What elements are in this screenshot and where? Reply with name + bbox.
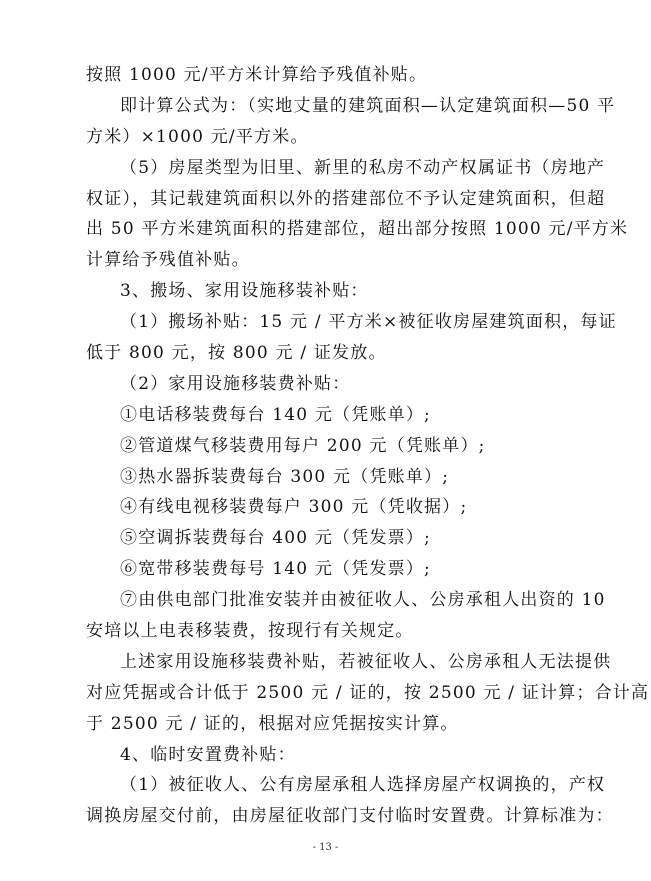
text-line: 低于 800 元，按 800 元 / 证发放。 <box>86 343 387 364</box>
text-line: 即计算公式为：（实地丈量的建筑面积—认定建筑面积—50 平 <box>120 95 616 116</box>
list-item: ⑥宽带移装费每号 140 元（凭发票）; <box>120 559 431 580</box>
text-line: （2）家用设施移装费补贴： <box>120 373 351 394</box>
text-line: 调换房屋交付前，由房屋征收部门支付临时安置费。计算标准为： <box>86 806 614 827</box>
text-line: （1）搬场补贴：15 元 / 平方米×被征收房屋建筑面积，每证 <box>120 312 617 333</box>
section-heading: 3、搬场、家用设施移装补贴： <box>120 281 369 302</box>
list-item: ⑤空调拆装费每台 400 元（凭发票）; <box>120 528 431 549</box>
list-item: ②管道煤气移装费用每户 200 元（凭账单）; <box>120 435 486 456</box>
list-item: ①电话移装费每台 140 元（凭账单）; <box>120 404 431 425</box>
text-line: （1）被征收人、公有房屋承租人选择房屋产权调换的，产权 <box>120 775 606 796</box>
text-line: 对应凭据或合计低于 2500 元 / 证的，按 2500 元 / 证计算；合计高 <box>86 682 650 703</box>
list-item: ⑦由供电部门批准安装并由被征收人、公房承租人出资的 10 <box>120 590 606 611</box>
list-item: ③热水器拆装费每台 300 元（凭账单）; <box>120 466 450 487</box>
text-line: 方米）×1000 元/平方米。 <box>86 126 309 147</box>
text-line: 按照 1000 元/平方米计算给予残值补贴。 <box>86 65 428 85</box>
text-line: 计算给予残值补贴。 <box>86 250 250 271</box>
section-heading: 4、临时安置费补贴： <box>120 744 296 765</box>
text-line: 安培以上电表移装费，按现行有关规定。 <box>86 621 414 642</box>
text-line: （5）房屋类型为旧里、新里的私房不动产权属证书（房地产 <box>120 157 606 178</box>
page-number: - 13 - <box>312 842 339 853</box>
list-item: ④有线电视移装费每户 300 元（凭收据）; <box>120 497 468 518</box>
body-text <box>86 60 650 832</box>
text-line: 权证），其记载建筑面积以外的搭建部位不予认定建筑面积，但超 <box>86 188 606 209</box>
text-line: 出 50 平方米建筑面积的搭建部位，超出部分按照 1000 元/平方米 <box>86 219 629 240</box>
text-line: 上述家用设施移装费补贴，若被征收人、公房承租人无法提供 <box>120 651 612 672</box>
text-line: 于 2500 元 / 证的，根据对应凭据按实计算。 <box>86 713 459 734</box>
